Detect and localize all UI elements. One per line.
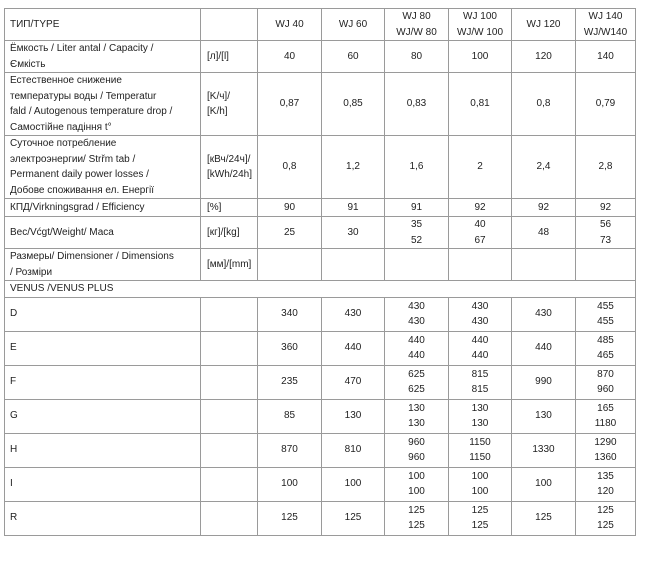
dimension-value-cell-line: 125: [471, 504, 489, 516]
param-label-cell-line: Ёмкость / Liter antal / Capacity /: [10, 43, 154, 54]
param-row: [5, 41, 636, 73]
param-value-cell-line: 56: [599, 219, 612, 230]
dimension-value-cell: [576, 467, 636, 501]
dimension-value-cell: [512, 365, 576, 399]
dimension-value-cell-line: 125: [471, 520, 489, 531]
dimension-value-cell-line: 440: [344, 342, 362, 354]
param-value-cell: [512, 41, 576, 73]
dimension-value-cell-line: 125: [597, 504, 614, 516]
model-header-cell-line: WJ/W 100: [456, 26, 504, 38]
param-value-cell-line: 35: [410, 219, 423, 230]
param-unit-cell-line: [кг]/[kg]: [207, 226, 240, 238]
dimension-value-cell-line: 100: [408, 470, 425, 482]
param-label-cell-line: Самостійне падіння t°: [10, 121, 112, 133]
dimension-value-cell-line: 440: [408, 350, 425, 361]
model-header-cell-line: WJ 100: [463, 11, 497, 22]
dimension-row: [5, 297, 636, 331]
param-label-cell-line: температуры воды / Temperatur: [10, 90, 157, 102]
param-unit-cell-line: [%]: [207, 201, 222, 213]
dimension-value-cell-line: 130: [471, 418, 489, 429]
model-header-cell: [449, 9, 512, 41]
param-label-cell-line: КПД/Virkningsgrad / Efficiency: [10, 201, 145, 213]
dimension-unit-cell: [201, 467, 258, 501]
dimension-value-cell: [512, 297, 576, 331]
dimension-value-cell: [576, 433, 636, 467]
param-value-cell-line: 67: [474, 234, 486, 246]
param-value-cell: [322, 249, 385, 281]
param-value-cell-line: 120: [535, 50, 552, 62]
param-value-cell-line: 0,8: [536, 98, 551, 110]
param-value-cell-line: 0,87: [279, 98, 300, 110]
dimension-value-cell: [258, 399, 322, 433]
dimension-value-cell-line: 125: [344, 512, 362, 524]
dimension-value-cell-line: 1360: [594, 452, 617, 463]
dimension-value-cell-line: 960: [408, 436, 425, 448]
dimension-value-cell-line: 430: [408, 316, 425, 327]
dimension-value-cell-line: 235: [281, 376, 298, 388]
param-value-cell-line: 0,85: [343, 98, 363, 110]
model-header-cell-line: WJ/W140: [583, 26, 628, 38]
param-unit-cell-line: [л]/[l]: [207, 50, 229, 62]
dimension-value-cell: [258, 467, 322, 501]
param-value-cell: [576, 73, 636, 136]
param-unit-cell: [201, 73, 258, 136]
section-title: VENUS /VENUS PLUS: [5, 281, 636, 298]
dimension-value-cell: [512, 467, 576, 501]
model-header-cell: [322, 9, 385, 41]
dimension-row: [5, 331, 636, 365]
dimension-value-cell-line: 455: [597, 300, 614, 312]
param-value-cell: [576, 136, 636, 199]
dimension-value-cell: [258, 365, 322, 399]
dimension-value-cell: [322, 433, 385, 467]
dimension-label-cell: D: [5, 297, 201, 331]
param-value-cell: [576, 199, 636, 217]
param-unit-cell: [201, 249, 258, 281]
dimension-value-cell: [385, 331, 449, 365]
model-header-cell-line: WJ 40: [275, 18, 304, 30]
param-label-cell-line: электроэнергии/ Strřm tab /: [10, 153, 136, 165]
dimension-value-cell: [322, 399, 385, 433]
dimension-value-cell: [322, 365, 385, 399]
param-value-cell: [385, 136, 449, 199]
dimension-value-cell-line: 85: [283, 410, 296, 422]
dimension-value-cell-line: 1180: [594, 418, 617, 429]
dimension-value-cell: [258, 297, 322, 331]
param-value-cell-line: 30: [347, 226, 359, 238]
param-value-cell: [258, 41, 322, 73]
param-value-cell-line: 0,83: [406, 98, 427, 110]
param-value-cell-line: 80: [410, 50, 423, 62]
dimension-value-cell: [449, 467, 512, 501]
dimension-value-cell: [576, 331, 636, 365]
dimension-label-cell: G: [5, 399, 201, 433]
param-unit-cell-line: [kWh/24h]: [207, 169, 253, 180]
dimension-value-cell-line: 100: [471, 470, 489, 482]
param-value-cell: [576, 41, 636, 73]
param-row: [5, 199, 636, 217]
dimension-value-cell-line: 1150: [469, 452, 491, 463]
dimension-value-cell: [385, 501, 449, 535]
dimension-value-cell-line: 340: [281, 308, 298, 320]
param-unit-cell-line: [K/h]: [207, 106, 228, 117]
dimension-value-cell-line: 430: [344, 308, 362, 320]
model-header-cell-line: WJ 80: [402, 11, 431, 22]
dimension-value-cell-line: 455: [597, 316, 614, 327]
param-value-cell: [449, 249, 512, 281]
dimension-label-cell: F: [5, 365, 201, 399]
param-value-cell: [385, 199, 449, 217]
dimension-value-cell: [258, 433, 322, 467]
param-value-cell: [512, 217, 576, 249]
param-label-cell-line: fald / Autogenous temperature drop /: [10, 106, 173, 117]
dimension-row: [5, 501, 636, 535]
dimension-value-cell-line: 870: [597, 368, 614, 380]
dimension-value-cell: [322, 467, 385, 501]
dimension-value-cell-line: 470: [344, 376, 362, 388]
param-value-cell: [258, 217, 322, 249]
dimension-value-cell-line: 485: [597, 334, 614, 346]
dimension-value-cell-line: 430: [408, 300, 425, 312]
dimension-value-cell-line: 430: [535, 308, 552, 320]
param-label-cell: [5, 136, 201, 199]
dimension-value-cell-line: 130: [408, 402, 425, 414]
param-value-cell: [385, 217, 449, 249]
dimension-label-cell: E: [5, 331, 201, 365]
param-label-cell: [5, 73, 201, 136]
spec-table: [4, 8, 636, 536]
param-value-cell: [512, 249, 576, 281]
dimension-value-cell: [449, 501, 512, 535]
dimension-value-cell: [576, 365, 636, 399]
model-header-cell-line: WJ 120: [526, 18, 561, 30]
param-value-cell-line: 92: [474, 201, 486, 213]
dimension-value-cell: [385, 297, 449, 331]
param-value-cell-line: 90: [283, 201, 296, 213]
param-value-cell-line: 40: [283, 50, 296, 62]
param-label-cell-line: Добове споживання ел. Енергії: [10, 184, 154, 196]
dimension-value-cell-line: 125: [408, 504, 425, 516]
section-row: [5, 281, 636, 298]
param-value-cell: [576, 217, 636, 249]
dimension-unit-cell: [201, 399, 258, 433]
param-value-cell-line: 0,79: [595, 98, 616, 110]
dimension-value-cell-line: 125: [281, 512, 298, 524]
dimension-value-cell-line: 130: [408, 418, 425, 429]
dimension-value-cell-line: 360: [281, 342, 298, 354]
dimension-label-cell: H: [5, 433, 201, 467]
dimension-value-cell-line: 165: [597, 402, 614, 414]
param-value-cell-line: 92: [537, 201, 550, 213]
param-value-cell: [322, 199, 385, 217]
param-label-cell: [5, 199, 201, 217]
param-value-cell: [258, 136, 322, 199]
dimension-value-cell: [512, 501, 576, 535]
dimension-value-cell-line: 430: [471, 316, 489, 327]
dimension-value-cell: [258, 501, 322, 535]
dimension-value-cell-line: 440: [535, 342, 552, 354]
dimension-value-cell-line: 135: [597, 470, 614, 482]
param-value-cell: [258, 249, 322, 281]
dimension-value-cell: [385, 433, 449, 467]
dimension-row: [5, 365, 636, 399]
param-value-cell: [322, 73, 385, 136]
param-unit-cell: [201, 136, 258, 199]
param-value-cell-line: 2: [477, 161, 483, 173]
param-unit-cell-line: [мм]/[mm]: [207, 258, 252, 270]
param-value-cell: [385, 249, 449, 281]
dimension-row: [5, 467, 636, 501]
dimension-value-cell: [576, 297, 636, 331]
dimension-value-cell-line: 625: [408, 384, 425, 395]
dimension-value-cell-line: 440: [408, 334, 425, 346]
param-value-cell: [258, 73, 322, 136]
dimension-value-cell-line: 815: [471, 384, 489, 395]
dimension-value-cell: [322, 331, 385, 365]
param-label-cell: [5, 249, 201, 281]
param-value-cell-line: 0,8: [282, 161, 297, 173]
header-row: [5, 9, 636, 41]
dimension-value-cell: [512, 331, 576, 365]
dimension-label-cell: R: [5, 501, 201, 535]
param-value-cell: [512, 199, 576, 217]
param-value-cell: [385, 41, 449, 73]
dimension-value-cell-line: 100: [535, 478, 552, 490]
param-label-cell-line: Ємкість: [10, 58, 46, 70]
dimension-value-cell-line: 120: [597, 486, 614, 497]
param-unit-cell: [201, 199, 258, 217]
model-header-cell: [512, 9, 576, 41]
param-label-cell-line: / Розміри: [10, 266, 53, 278]
param-value-cell: [322, 136, 385, 199]
dimension-value-cell-line: 100: [471, 486, 489, 497]
dimension-value-cell: [576, 399, 636, 433]
param-unit-cell-line: [K/ч]/: [207, 90, 230, 102]
param-value-cell-line: 91: [347, 201, 359, 213]
param-value-cell: [322, 217, 385, 249]
dimension-value-cell-line: 125: [597, 520, 614, 531]
param-value-cell-line: 2,4: [536, 161, 551, 173]
param-row: [5, 217, 636, 249]
model-header-cell: [258, 9, 322, 41]
param-label-cell-line: Суточное потребление: [10, 138, 117, 149]
dimension-row: [5, 399, 636, 433]
dimension-value-cell-line: 625: [408, 368, 425, 380]
dimension-label-cell: I: [5, 467, 201, 501]
param-value-cell-line: 60: [347, 50, 359, 62]
param-value-cell-line: 1,6: [409, 161, 424, 173]
dimension-unit-cell: [201, 501, 258, 535]
dimension-value-cell-line: 440: [471, 350, 489, 361]
dimension-value-cell: [576, 501, 636, 535]
dimension-value-cell-line: 130: [535, 410, 552, 422]
dimension-value-cell: [512, 433, 576, 467]
param-value-cell: [322, 41, 385, 73]
dimension-row: [5, 433, 636, 467]
dimension-value-cell-line: 100: [281, 478, 298, 490]
param-value-cell-line: 73: [599, 234, 612, 246]
dimension-value-cell: [449, 365, 512, 399]
param-value-cell: [258, 199, 322, 217]
dimension-value-cell: [385, 365, 449, 399]
param-value-cell: [449, 199, 512, 217]
param-value-cell-line: 140: [597, 50, 614, 62]
param-value-cell-line: 100: [471, 50, 489, 62]
dimension-value-cell-line: 1150: [469, 436, 491, 448]
param-row: [5, 249, 636, 281]
dimension-value-cell-line: 1290: [594, 436, 617, 448]
dimension-value-cell-line: 125: [408, 520, 425, 531]
param-value-cell-line: 48: [537, 226, 550, 238]
param-value-cell-line: 91: [410, 201, 423, 213]
model-header-cell-line: WJ 60: [338, 18, 368, 30]
type-header-cell: ТИП/TYPE: [5, 9, 201, 41]
spec-table-body: [5, 9, 636, 536]
dimension-value-cell-line: 440: [471, 334, 489, 346]
param-row: [5, 136, 636, 199]
param-value-cell: [512, 136, 576, 199]
param-label-cell-line: Permanent daily power losses /: [10, 169, 149, 180]
model-header-cell: [576, 9, 636, 41]
model-header-cell-line: WJ 140: [588, 11, 623, 22]
dimension-value-cell-line: 815: [471, 368, 489, 380]
dimension-value-cell: [258, 331, 322, 365]
dimension-value-cell: [322, 501, 385, 535]
param-value-cell-line: 0,81: [470, 98, 490, 110]
dimension-unit-cell: [201, 297, 258, 331]
param-value-cell-line: 52: [410, 234, 423, 246]
param-value-cell: [512, 73, 576, 136]
dimension-value-cell-line: 100: [344, 478, 362, 490]
dimension-value-cell: [322, 297, 385, 331]
param-value-cell-line: 92: [599, 201, 612, 213]
param-label-cell-line: Размеры/ Dimensioner / Dimensions: [10, 251, 174, 262]
param-value-cell: [449, 73, 512, 136]
dimension-value-cell: [449, 433, 512, 467]
dimension-value-cell-line: 960: [597, 384, 614, 395]
param-value-cell: [449, 41, 512, 73]
model-header-cell: [385, 9, 449, 41]
dimension-value-cell-line: 810: [344, 444, 362, 456]
dimension-value-cell: [512, 399, 576, 433]
dimension-unit-cell: [201, 331, 258, 365]
param-unit-cell: [201, 217, 258, 249]
dimension-unit-cell: [201, 365, 258, 399]
dimension-value-cell-line: 465: [597, 350, 614, 361]
param-label-cell-line: Естественное снижение: [10, 75, 122, 86]
param-value-cell: [449, 217, 512, 249]
dimension-value-cell-line: 430: [471, 300, 489, 312]
param-label-cell-line: Вес/Vćgt/Weight/ Маса: [10, 226, 114, 238]
param-value-cell: [576, 249, 636, 281]
dimension-value-cell: [385, 467, 449, 501]
param-label-cell: [5, 41, 201, 73]
dimension-value-cell-line: 960: [408, 452, 425, 463]
dimension-value-cell-line: 870: [281, 444, 298, 456]
dimension-unit-cell: [201, 433, 258, 467]
param-value-cell: [385, 73, 449, 136]
dimension-value-cell: [449, 297, 512, 331]
dimension-value-cell: [449, 399, 512, 433]
dimension-value-cell: [385, 399, 449, 433]
param-value-cell-line: 2,8: [598, 161, 613, 173]
param-value-cell-line: 40: [474, 219, 486, 230]
unit-header-cell: [201, 9, 258, 41]
param-value-cell: [449, 136, 512, 199]
dimension-value-cell: [449, 331, 512, 365]
dimension-value-cell-line: 990: [535, 376, 552, 388]
dimension-value-cell-line: 130: [471, 402, 489, 414]
param-value-cell-line: 25: [283, 226, 296, 238]
dimension-value-cell-line: 130: [344, 410, 362, 422]
dimension-value-cell-line: 1330: [532, 444, 555, 456]
model-header-cell-line: WJ/W 80: [396, 26, 437, 38]
param-unit-cell-line: [кВч/24ч]/: [207, 153, 251, 165]
param-unit-cell: [201, 41, 258, 73]
param-label-cell: [5, 217, 201, 249]
dimension-value-cell-line: 100: [408, 486, 425, 497]
dimension-value-cell-line: 125: [535, 512, 552, 524]
param-row: [5, 73, 636, 136]
param-value-cell-line: 1,2: [346, 161, 360, 173]
